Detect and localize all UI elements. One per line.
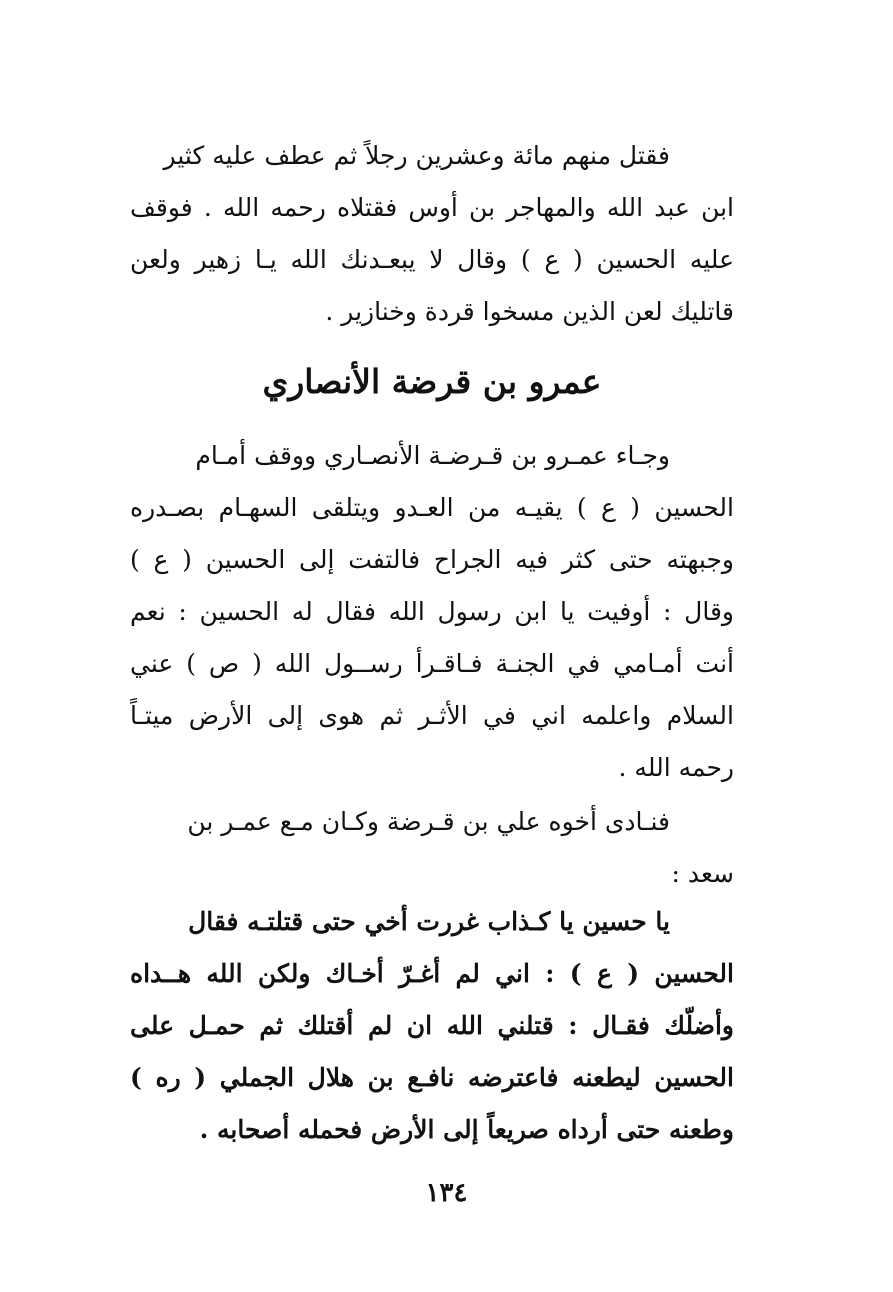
text-line: رحمه الله . (618, 753, 734, 782)
text-line: ابن عبد الله والمهاجر بن أوس فقتلاه رحمه الله . فوقف (130, 193, 734, 222)
section-heading: عمرو بن قرضة الأنصاري (262, 362, 602, 401)
text-line: الحسين ( ع ) : اني لم أغـرّ أخـاك ولكن الله هــداه (130, 959, 734, 988)
text-line: أنت أمـامي في الجنـة فـاقـرأ رســول الله ( ص ) عني (130, 649, 734, 678)
paragraph-1 (130, 130, 734, 338)
text-line: يا حسين يا كـذاب غررت أخي حتى قتلتـه فقال (188, 907, 670, 936)
text-line: قاتليك لعن الذين مسخوا قردة وخنازير . (325, 297, 734, 326)
text-line: وجبهته حتى كثر فيه الجراح فالتفت إلى الحسين ( ع ) (130, 545, 734, 574)
paragraph-2 (130, 430, 734, 794)
text-line: فنـادى أخوه علي بن قـرضة وكـان مـع عمـر بن (187, 807, 670, 836)
page-number: ١٣٤ (425, 1178, 468, 1208)
text-line: وطعنه حتى أرداه صريعاً إلى الأرض فحمله أصحابه . (199, 1115, 734, 1144)
paragraph-3 (130, 796, 734, 900)
text-line: وأضلّك فقـال : قتلني الله ان لم أقتلك ثم حمـل على (130, 1011, 734, 1040)
text-line: سعد : (671, 859, 734, 888)
paragraph-4 (130, 896, 734, 1156)
text-line: الحسين ليطعنه فاعترضه نافـع بن هلال الجملي ( ره ) (130, 1063, 734, 1092)
text-line: عليه الحسين ( ع ) وقال لا يبعـدنك الله يـا زهير ولعن (130, 245, 734, 274)
text-line: فقتل منهم مائة وعشرين رجلاً ثم عطف عليه كثير (163, 141, 670, 170)
text-line: السلام واعلمه اني في الأثـر ثم هوى إلى الأرض ميتـاً (130, 701, 734, 730)
text-line: وقال : أوفيت يا ابن رسول الله فقال له الحسين : نعم (130, 597, 734, 626)
text-line: الحسين ( ع ) يقيـه من العـدو ويتلقى السهـام بصـدره (130, 493, 734, 522)
text-line: وجـاء عمـرو بن قـرضـة الأنصـاري ووقف أمـام (195, 441, 670, 470)
